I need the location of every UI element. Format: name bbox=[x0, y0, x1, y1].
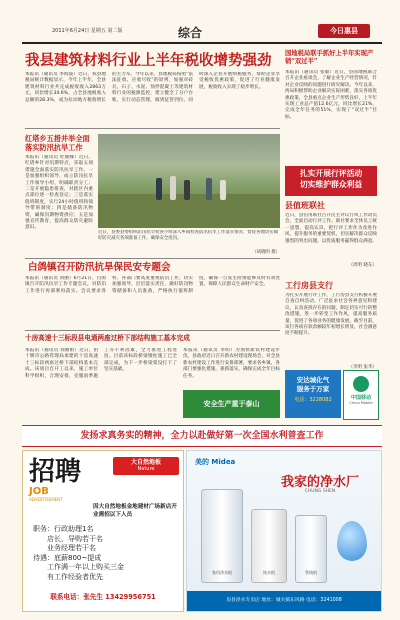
photo-person bbox=[206, 178, 212, 200]
divider-2 bbox=[25, 258, 280, 259]
divider-1 bbox=[25, 128, 280, 129]
photo-person bbox=[220, 180, 226, 200]
right-headline-box bbox=[285, 166, 377, 196]
safety-ad-line1: 安达城化气 bbox=[296, 376, 330, 384]
photo-caption: 近日，县委县委组织防汛抗旱检查小组深入乡镇检查防汛抗旱工作落实情况，督促各地切实做好防灾减灾各项准备工作，确保安全度汛。 bbox=[98, 230, 279, 241]
product-water-purifier bbox=[201, 489, 243, 583]
water-drop-icon bbox=[337, 521, 367, 561]
product-label: 纯水机 bbox=[263, 570, 275, 575]
bridge-title: 十房高速十三标段县电通两座过桥下部结构施工基本完成 bbox=[25, 334, 190, 342]
telecom-logo-icon bbox=[353, 376, 369, 392]
page-header bbox=[0, 22, 400, 44]
side-title: 工行房县支行 bbox=[285, 280, 333, 290]
county-news-signature: （周明 晓东） bbox=[348, 263, 377, 268]
job-tag-sub: ADVERTISEMENT bbox=[29, 497, 63, 502]
midea-footer bbox=[187, 591, 381, 611]
job-tag-en: JOB bbox=[29, 486, 49, 497]
midea-brand: 美的 Midea bbox=[195, 458, 236, 466]
job-lines bbox=[33, 525, 177, 582]
safety-ad-phone: 电话：3228082 bbox=[294, 397, 332, 403]
nature-brand-en: Nature bbox=[137, 466, 155, 472]
flood-body: 本报讯（通讯员 杜丽娜）近日，红塔乡针对汛期特点，采取五项措施全面落实防汛抗旱工作。一是加强组织领导，成立防汛抗旱工作领导小组，明确职责分工；二是开展隐患排查，对辖区内重点部位逐一检查登记；三是落实值班制度，实行24小时值班和领导带班制度；四是储备防汛物资，确保汛期物资供应；五是加强宣传教育，提高群众防灾避险意识。 bbox=[25, 155, 93, 231]
paper-logo bbox=[318, 24, 370, 38]
lead-headline: 我县建筑材料行业上半年税收增势强劲 bbox=[25, 52, 272, 69]
job-line: 工作满一年以上购买三金 bbox=[47, 563, 124, 571]
job-line: 职务：行政助理1名 bbox=[33, 525, 94, 533]
job-ad bbox=[22, 450, 184, 612]
right-headline-line2: 切实维护群众利益 bbox=[299, 180, 363, 189]
right-top-body: 本报讯（通讯员 张敏）近日，县国地税联合召开企业座谈会，了解企业生产经营情况，针对企业反映的问题进行研究解决。今年以来，两局积极帮助企业解决实际困难，落实各项优惠政策，全县重点企业生产形势良好，上半年实现工业总产值12.6亿元，同比增长21%，完成全年任务的51%，实现了“双过半”目标。 bbox=[285, 70, 377, 120]
product-pure-water bbox=[251, 509, 287, 583]
side-article bbox=[285, 280, 377, 368]
photo-credit: （胡晓明 摄） bbox=[252, 250, 280, 255]
lead-body: 本报讯（通讯员 李海波）近日，我县地税局统计数据显示，今年上半年，全县建筑材料行业共完成税收收入2863万元，同比增长34.6%，占全县地税收入总额的28.3%，成为拉动地方税收增长的主力军。今年以来，县地税局按照“依法征收、应收尽收”的原则，加强对砖瓦、石子、水泥、预拌混凝土等建筑材料行业的税源监控，建立健全了分户台账，实行动态管理，做到征管到位。同时深入企业开展纳税服务，帮助企业享受税收优惠政策，促进了行业健康发展，税收收入实现了稳步增长。 bbox=[25, 72, 280, 103]
telecom-sub: China Mobile bbox=[349, 401, 373, 405]
news-photo bbox=[98, 134, 280, 228]
midea-headline: 我家的净水厂 bbox=[280, 475, 359, 490]
county-news-body: 近日，县信用联社召开民主评议行风工作动员会，全面启动行评工作。联社要求全体员工统一思想，提高认识，把行评工作作为改进作风、提升服务的重要契机，切实解决群众反映强烈的突出问题，以优质服务赢得群众满意。 bbox=[285, 213, 377, 244]
bridge-body: 本报讯（通讯员 刘丽娟）近日，由十堰市公路管理局承建的十房高速十三标段两座过桥下部结构基本完成。该项目自开工以来，施工单位科学组织，合理安排，克服雨季施工等不利因素，全力推进工程进度。目前该标段桥梁墩柱施工已全部完成，为下一步桥梁架设打下了坚实基础。 bbox=[25, 348, 177, 379]
telecom-brand: 中国移动 bbox=[350, 395, 371, 401]
safety-ad bbox=[285, 370, 341, 418]
side-signature: （李明 张华） bbox=[348, 365, 377, 370]
photo-hill bbox=[98, 134, 280, 164]
issue-date: 2011年6月24日 星期五 第二版 bbox=[52, 28, 123, 34]
divider-3 bbox=[25, 330, 280, 331]
green-banner bbox=[183, 390, 280, 418]
job-line: 待遇：底薪800~提成 bbox=[33, 553, 102, 562]
right-headline-line1: 扎实开展行评活动 bbox=[299, 169, 363, 178]
right-top-title: 国地税局联手抓好上半年实现产销“双过半” bbox=[285, 50, 374, 65]
midea-footer-text: 房县净水专卖店 地址：城关镇东风路 电话：3241008 bbox=[226, 598, 342, 603]
safety-ad-line2: 服务于万家 bbox=[296, 385, 330, 393]
nature-brand: 大自然地板 bbox=[130, 459, 161, 466]
nature-logo bbox=[113, 457, 179, 475]
product-pipeline bbox=[295, 515, 327, 583]
slogan-text: 发扬求真务实的精神，全力以赴做好第一次全国水利普查工作 bbox=[80, 431, 324, 441]
midea-tagline: CHUNG SHEN bbox=[304, 489, 336, 494]
county-news-title: 县值班联社 bbox=[285, 200, 325, 210]
job-tag-big: 招聘 bbox=[29, 457, 82, 487]
job-line: 有工作经验者优先 bbox=[47, 572, 103, 581]
flood-article bbox=[25, 134, 93, 254]
county-news bbox=[285, 200, 377, 276]
header-rule bbox=[22, 42, 382, 44]
job-company: 因大自然地板金地建材广场新店开业需招以下人员 bbox=[93, 504, 177, 518]
right-top-article bbox=[285, 50, 377, 160]
midea-ad bbox=[186, 450, 382, 612]
section-name: 综合 bbox=[178, 26, 203, 40]
product-label: 管线机 bbox=[305, 570, 317, 575]
photo-person bbox=[156, 178, 162, 200]
telecom-ad bbox=[343, 370, 379, 420]
photo-person bbox=[170, 176, 176, 200]
green-banner-text: 安全生产重于泰山 bbox=[203, 400, 260, 408]
job-line: 业务经理若干名 bbox=[47, 544, 96, 552]
job-line: 店长、导购若干名 bbox=[47, 534, 103, 543]
product-label: 家用净水机 bbox=[212, 570, 232, 575]
contest-body: 本报讯（通讯员 李明）为加快新农村建设步伐，县政府近日召开新农村建设现场会，对全县新农村建设工作进行安排部署，要求各乡镇、各部门要强化措施，狠抓落实，确保完成全年目标任务。 bbox=[183, 348, 280, 379]
flood-title: 红塔乡五措并举全面落实防汛抗旱工作 bbox=[25, 134, 90, 152]
paper-name: 今日惠县 bbox=[330, 27, 358, 35]
job-tag bbox=[29, 457, 107, 503]
side-body: 为扎实开展行评工作，工行房县支行积极开展自查自纠活动，广泛征求社会各界意见和建议，认真查找存在的问题，制定切实可行的整改措施，进一步转变工作作风，提高服务质量，促进了各项业务的健康发展。截至目前，该行各项存款余额较年初增长明显，社会满意度不断提升。 bbox=[285, 293, 377, 337]
baixing-title: 白鸽镇召开防汛抗旱保民安专题会 bbox=[28, 262, 171, 273]
job-phone: 联系电话：张先生 13429956751 bbox=[50, 593, 156, 601]
photo-person bbox=[184, 180, 190, 200]
baixing-body: 本报讯（通讯员 刘丽）6月21日，白鸽镇召开防汛抗旱工作专题会议，对防汛工作进行再部署再落实。会议要求各村、各部门要高度重视防汛工作，切实加强领导，层层落实责任，做好防汛物资储备和人员准备，严格执行值班制度，确保一旦发生险情能够及时有效处置，保障人民群众生命财产安全。 bbox=[25, 276, 280, 294]
slogan-bar bbox=[22, 425, 382, 447]
